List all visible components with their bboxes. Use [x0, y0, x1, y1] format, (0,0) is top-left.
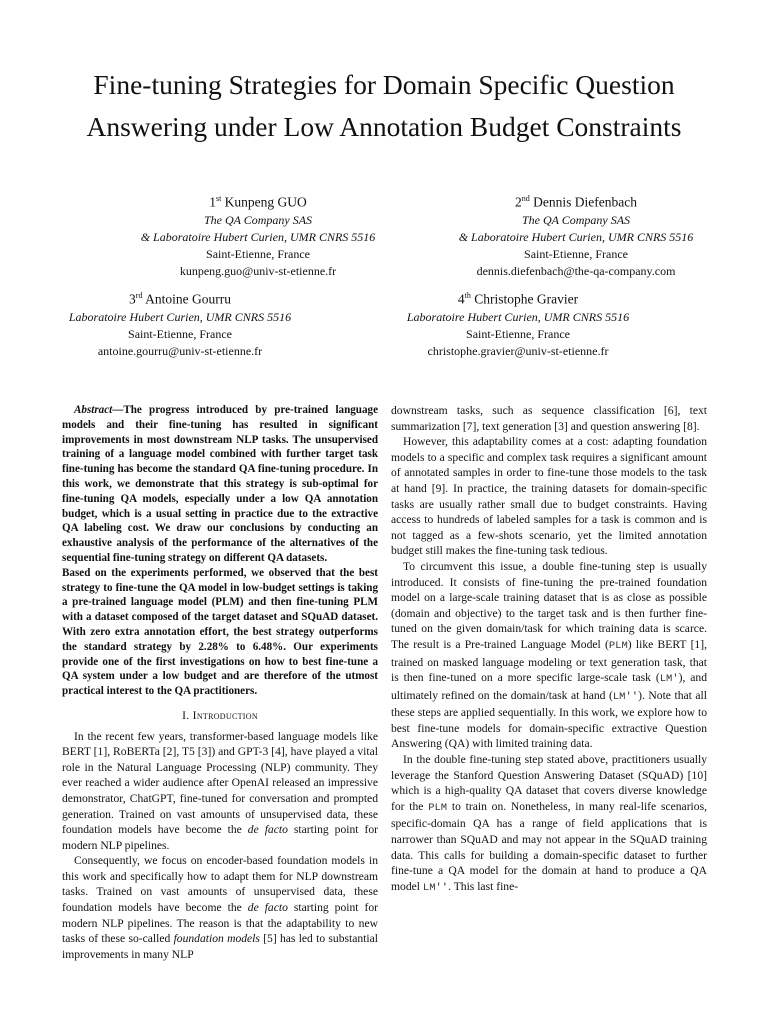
author-affiliation: The QA Company SAS — [521, 212, 631, 227]
author-email: christophe.gravier@univ-st-etienne.fr — [427, 343, 609, 358]
author-block-1 — [120, 189, 396, 280]
intro-paragraph-1: In the recent few years, transformer-based language models like BERT [1], RoBERTa [2], T5 [3]) and GPT-3 [4], have played a vital role in the Natural Language Processing (NLP) community. They ever reached a wider audience after OpenAI released an impressive demonstrator, ChatGPT, fine-tuned for conversation and prompted generation. Trained on vast amounts of unsupervised data, these foundation models have become the de facto starting point for modern NLP pipelines. — [62, 729, 379, 852]
citation-link[interactable]: [1] — [690, 637, 705, 651]
citation-link[interactable]: [8] — [683, 419, 697, 433]
right-paragraph-3: In the double fine-tuning step stated above, practitioners usually leverage the Stanford Question Answering Dataset (SQuAD) [10] which is a high-quality QA dataset that covers diverse knowledge for the PLM to train on. Nonetheless, in many real-life scenarios, specific-domain QA has a range of field applications that is narrower than SQuAD and may not appear in the SQuAD training data. This calls for building a domain-specific dataset to further fine-tune a QA model for the domain at hand to produce a QA model LM''. This last fine- — [391, 753, 707, 894]
author-name: 3rd Antoine Gourru — [129, 291, 231, 307]
right-paragraph-0: downstream tasks, such as sequence classification [6], text summarization [7], text generation [3] and question answering [8]. — [391, 404, 707, 433]
author-email: kunpeng.guo@univ-st-etienne.fr — [179, 263, 337, 278]
author-affiliation: Laboratoire Hubert Curien, UMR CNRS 5516 — [68, 309, 292, 324]
right-column — [391, 403, 707, 896]
author-block-3 — [46, 286, 314, 360]
right-paragraph-1: However, this adaptability comes at a cost: adapting foundation models to a specific and complex task requires a significant amount of annotated samples in order to fine-tune those models to the task at hand [9]. In practice, the training datasets for domain-specific tasks are usually rather small due to budget constraints. Having access to hundreds of labeled samples for a task is common and is not tagged as a few-shots scenario, yet the limited annotation budget still makes the fine-tuning task tedious. — [391, 435, 707, 558]
abstract-paragraph-1: Abstract—The progress introduced by pre-trained language models and their fine-tuning has resulted in significant improvements in most downstream NLP tasks. The unsupervised training of a language model combined with further target task fine-tuning has become the standard QA fine-tuning procedure. In this work, we demonstrate that this strategy is sub-optimal for fine-tuning QA models, especially under a low QA annotation budget, which is a usual setting in practice due to the extractive QA labeling cost. We draw our conclusions by conducting an exhaustive analysis of the performance of the alternatives of the sequential fine-tuning strategy on different QA datasets. — [62, 404, 378, 564]
citation-link[interactable]: [3] — [197, 745, 212, 759]
abstract-paragraph-2: Based on the experiments performed, we observed that the best strategy to fine-tune the QA model in low-budget settings is taking a pre-trained language model (PLM) and then fine-tuning PLM with a dataset composed of the target dataset and SQuAD dataset. With zero extra annotation effort, the best strategy outperforms the standard strategy by 2.28% to 6.48%. Our experiments provide one of the first investigations on how to best fine-tune a QA system under a low budget and are therefore of the utmost practical interest to the QA practitioners. — [62, 566, 378, 698]
intro-paragraph-2: Consequently, we focus on encoder-based foundation models in this work and specifically how to adapt them for NLP downstream tasks. Trained on vast amounts of unsupervised data, these foundation models have become the de facto starting point for modern NLP pipelines. The reason is that the adaptability to new tasks of these so-called foundation models [5] has led to substantial improvements in many NLP — [62, 854, 379, 961]
author-email: dennis.diefenbach@the-qa-company.com — [476, 263, 676, 278]
citation-link[interactable]: [2] — [162, 745, 177, 759]
author-affiliation: The QA Company SAS — [203, 212, 313, 227]
author-name: 2nd Dennis Diefenbach — [515, 194, 637, 210]
abstract-label: Abstract — [74, 404, 113, 416]
citation-link[interactable]: [3] — [554, 419, 568, 433]
author-name: 1st Kunpeng GUO — [209, 194, 307, 210]
citation-link[interactable]: [5] — [263, 932, 277, 946]
author-name: 4th Christophe Gravier — [457, 291, 579, 307]
right-paragraph-2: To circumvent this issue, a double fine-tuning step is usually introduced. It consists of fine-tuning the pre-trained foundation model on a large-scale training dataset that is as close as possible (domain and objective) to the target task and is then further fine-tuned on the given domain/task for which training data is scarce. The result is a Pre-trained Language Model (PLM) like BERT [1], trained on masked language modeling or text generation task, that is then fine-tuned on a more specific large-scale task (LM'), and ultimately refined on the domain/task at hand (LM''). Note that all these steps are applied sequentially. In this work, we explore how to best fine-tune models for domain-specific extractive Question Answering (QA) with limited training data. — [391, 559, 708, 751]
author-block-2 — [432, 189, 720, 280]
citation-link[interactable]: [7] — [462, 419, 477, 433]
paper-title: Fine-tuning Strategies for Domain Specific Question Answering under Low Annotation Budget Constraints — [86, 69, 682, 142]
citation-link[interactable]: [4] — [271, 745, 285, 759]
citation-link[interactable]: [6] — [663, 404, 678, 417]
author-affiliation: Laboratoire Hubert Curien, UMR CNRS 5516 — [406, 309, 630, 324]
author-affiliation: & Laboratoire Hubert Curien, UMR CNRS 5516 — [140, 229, 376, 244]
left-column — [62, 403, 378, 962]
author-location: Saint-Etienne, France — [206, 246, 310, 261]
citation-link[interactable]: [10] — [687, 768, 707, 782]
author-block-4 — [368, 286, 668, 360]
citation-link[interactable]: [9] — [431, 481, 446, 495]
author-location: Saint-Etienne, France — [128, 326, 232, 341]
author-location: Saint-Etienne, France — [466, 326, 570, 341]
citation-link[interactable]: [1] — [93, 745, 108, 759]
section-heading: I. Introduction — [182, 708, 258, 722]
author-email: antoine.gourru@univ-st-etienne.fr — [97, 343, 263, 358]
author-affiliation: & Laboratoire Hubert Curien, UMR CNRS 5516 — [458, 229, 694, 244]
author-location: Saint-Etienne, France — [524, 246, 628, 261]
